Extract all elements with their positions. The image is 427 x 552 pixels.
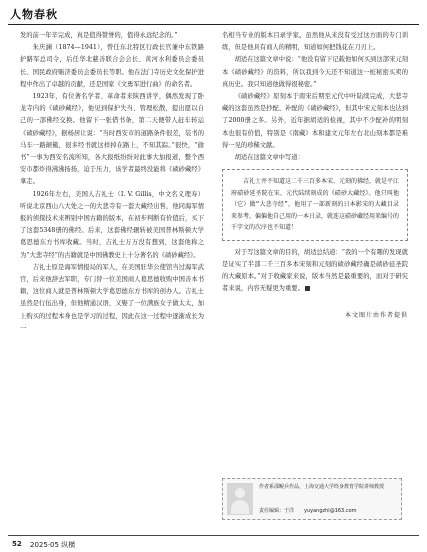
paragraph: 胡适在这篇文章中说：“他没有留下记载他如何买到这部宋元刻本《碛砂藏经》的资料，所以我到今天还不知道这一桩秘密买卖的真历史。我只知道他做得很秘密。” — [222, 56, 408, 88]
quote-text: 吉礼士并不知道这二千三百多本宋、元刻的佛经，就是平江府碛砂延圣院在宋、元代陆续刻成的《碛砂大藏经》。他只叫他（它）做“大悲寺经”，他用了一部新刻的日本影宋的大藏目录来参考，偏偏他自己用的一本日录，就连这碛砂藏经用来编号的千字文的次序也不知道！ — [231, 178, 400, 232]
quote-box — [222, 169, 408, 241]
header-rule — [8, 24, 419, 25]
image-credit: 本文图片由作者提供 — [344, 311, 408, 319]
paragraph: 朱庆澜（1874—1941），曾任东北特区行政长官兼中东铁路护路军总司令，后任华北慈善联合会会长、黄河水利委员会委员长、国民政府赈济委员会委员长等职。他在法门寺历史文化保护进程中作出了卓越的贡献，还是国家《文勇军进行曲》的命名者。 — [20, 44, 204, 88]
author-box — [222, 478, 402, 520]
editor-line — [259, 507, 397, 514]
editor-email: yuyangzhi@163.com — [304, 508, 357, 514]
paragraph: 吉礼士原是海军情报局的军人，在美国驻华公使馆当过海军武官，后来他辞去军职，专门替一位美国商人葛思德收购中国善本书籍，这位商人就是普林斯顿大学葛思德东方书库的创办人。吉礼士虽然是行伍出身，但他精通汉语，又娶了一位满族女子做太太，加上购买的过程本身也是学习的过程，因此在这一过程中逐渐成长为一 — [20, 263, 204, 332]
author-intro: 作者系邵鲲兵作品，上海交通大学终身教育学院讲师教授 — [259, 484, 385, 490]
paragraph: 1923年，有位著名学者、革命者来陕西讲学，偶然发现了卧龙寺内的《碛砂藏经》，他见到保护失当、管理松散，提出愿以自己的一部佛经交换。他留下一张借书条，第二天便带人赶车转运《碛砂藏经》，据杨居让说：“当时西安市的道路条件很差，装书的马车一路颠簸，很多经书就这样掉在路上，不知其踪。”很快，“偷书”一事为西安名流所知，各大报纸纷纷对此事大加报道，整个西安市都炸得沸沸扬扬，迫于压力，该学者最终没能将《碛砂藏经》拿走。 — [20, 93, 204, 186]
avatar-shoulders-icon — [231, 500, 249, 514]
paragraph: 1926年左右，美国人吉礼士（I. V. Gillis，中文名义理寿）听说北京西山八大处之一的大悲寺有一套大藏经出售，他同海军情报的侦探技术来辨别中国古籍的版本，在初步判断有价值后，买下了这套5348册的佛经。后来，这套佛经辗转被美国普林斯顿大学葛思德东方书库收藏。当时，吉礼士万万没有想到，这套他称之为“大悲寺经”的古籍就是中国佛教史上十分著名的《碛砂藏经》。 — [20, 190, 204, 259]
right-column — [222, 30, 408, 322]
page-number: 52 — [12, 540, 22, 548]
paragraph — [222, 247, 408, 296]
footer-rule — [8, 535, 419, 536]
paragraph-text: 对于写这篇文章的目的，胡适总结道：“我的一个有趣的发现就是证实了半部二千三百多本宋刻和元刻的碛砂藏经确是碛砂延圣院的大藏原本。”对于收藏家来说，版本当然是最重要的，而对于研究者来说，内容无疑更为重要。 — [222, 248, 408, 293]
editor-label: 责任编辑：于洋 — [259, 508, 295, 514]
paragraph: 《碛砂藏经》原刻本于南宋后期至元代中叶陆续完成，大悲寺藏的这套虽然是抄配、补配的《碛砂藏经》，但其中宋元刻本也达到了2000册之多。另外，近年据胡适的检视，其中不少配补的明刻本也很有价值，特别是《南藏》本和建文元年左右北山刻本都是难得一见的珍稀文献。 — [222, 93, 408, 149]
paragraph: 胡适在这篇文章中写道： — [234, 154, 304, 162]
author-avatar — [227, 483, 253, 515]
paragraph: 发的前一年辛完成，真是值得赞誉的，值得永远纪念的。” — [20, 32, 178, 39]
end-mark-icon — [305, 286, 310, 291]
section-title: 人物春秋 — [10, 8, 58, 21]
issue-label: 2025·05 纵横 — [30, 541, 76, 549]
paragraph: 名相当专业的版本目录学家。虽然他从来没有受过这方面的专门训练，但是他具有商人的精明，知道如何把钱花在刀刃上。 — [222, 32, 408, 52]
avatar-head-icon — [235, 488, 245, 498]
left-column — [20, 30, 204, 335]
